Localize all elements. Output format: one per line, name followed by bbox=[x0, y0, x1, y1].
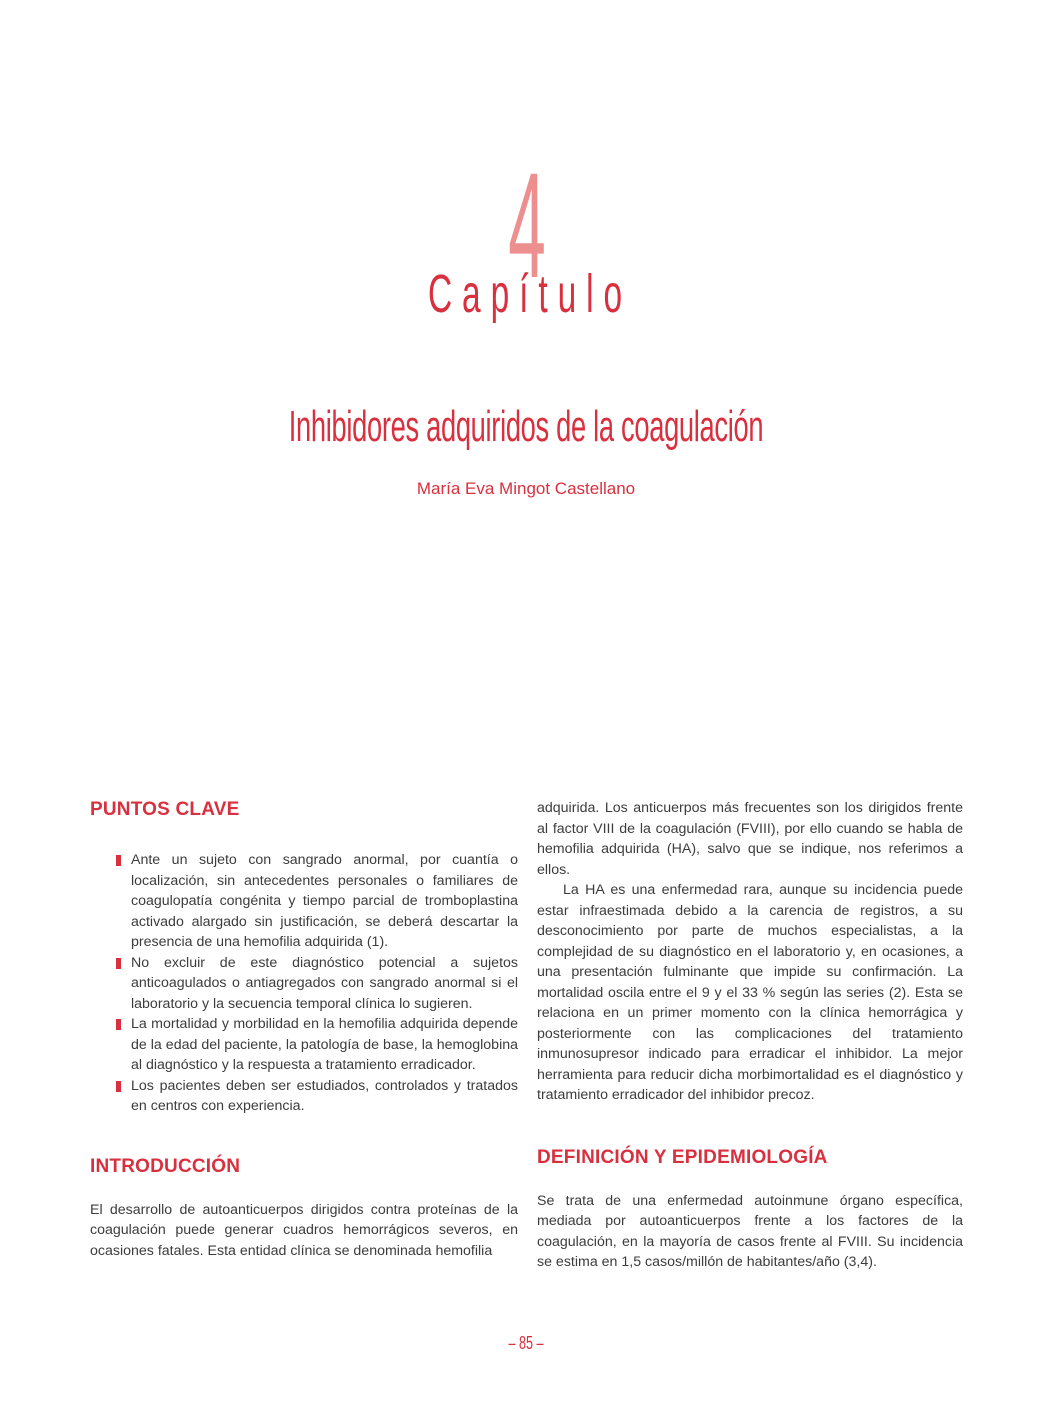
key-point-text: Los pacientes deben ser estudiados, controlados y tratados en centros con experiencia. bbox=[131, 1077, 518, 1114]
key-point-item bbox=[90, 850, 518, 953]
key-point-text: No excluir de este diagnóstico potencial a sujetos anticoagulados o antiagregados con sangrado anormal si el laboratorio y la secuencia temporal clínica lo sugieren. bbox=[131, 954, 518, 1012]
definicion-paragraph: Se trata de una enfermedad autoinmune órgano específica, mediada por autoanticuerpos frente a los factores de la coagulación, en la mayoría de casos frente al FVIII. Su incidencia se estima en 1,5 casos/millón de habitantes/año (3,4). bbox=[537, 1192, 963, 1270]
chapter-title: Inhibidores adquiridos de la coagulación bbox=[288, 402, 764, 451]
definicion-heading: DEFINICIÓN Y EPIDEMIOLOGÍA bbox=[537, 1146, 828, 1168]
key-point-text: Ante un sujeto con sangrado anormal, por cuantía o localización, sin antecedentes personales o familiares de coagulopatía congénita y tiempo parcial de tromboplastina activado alargado sin justificación, se deberá descartar la presencia de una hemofilia adquirida (1). bbox=[131, 852, 518, 950]
key-point-item bbox=[90, 953, 518, 1015]
chapter-label: Capítulo bbox=[427, 264, 633, 324]
chapter-number: 4 bbox=[508, 141, 546, 309]
puntos-clave-heading: PUNTOS CLAVE bbox=[90, 799, 240, 820]
introduccion-paragraph: El desarrollo de autoanticuerpos dirigidos contra proteínas de la coagulación puede generar cuadros hemorrágicos severos, en ocasiones fatales. Esta entidad clínica se denominada hemofilia bbox=[90, 1201, 518, 1259]
bullet-marker-icon bbox=[116, 1081, 121, 1092]
key-point-text: La mortalidad y morbilidad en la hemofilia adquirida depende de la edad del paciente, la patología de base, la hemoglobina al diagnóstico y la respuesta a tratamiento erradicador. bbox=[131, 1016, 518, 1073]
ha-paragraph: La HA es una enfermedad rara, aunque su incidencia puede estar infraestimada debido a la carencia de registros, a su desconocimiento por parte de muchos especialistas, a la complejidad de su diagnóstico en el laboratorio y, en ocasiones, a una presentación fulminante que impide su confirmación. La mortalidad oscila entre el 9 y el 33 % según las series (2). Esta se relaciona en un primer momento con la clínica hemorrágica y posteriormente con las complicaciones del tratamiento inmunosupresor indicado para erradicar el inhibidor. La mejor herramienta para reducir dicha morbimortalidad es el diagnóstico y tratamiento erradicador del inhibidor precoz. bbox=[537, 882, 963, 1103]
bullet-marker-icon bbox=[116, 958, 121, 969]
continued-paragraph: adquirida. Los anticuerpos más frecuentes son los dirigidos frente al factor VIII de la coagulación (FVIII), por ello cuando se habla de hemofilia adquirida (HA), salvo que se indique, nos referimos a ellos. bbox=[537, 800, 963, 878]
key-point-item bbox=[90, 1076, 518, 1117]
introduccion-heading: INTRODUCCIÓN bbox=[90, 1155, 241, 1177]
chapter-author: María Eva Mingot Castellano bbox=[416, 479, 636, 498]
left-column bbox=[90, 798, 518, 1261]
key-point-item bbox=[90, 1014, 518, 1076]
right-column bbox=[537, 798, 963, 1273]
key-points-list bbox=[90, 850, 518, 1117]
bullet-marker-icon bbox=[116, 855, 121, 866]
bullet-marker-icon bbox=[116, 1019, 121, 1030]
page-number: – 85 – bbox=[508, 1333, 544, 1353]
